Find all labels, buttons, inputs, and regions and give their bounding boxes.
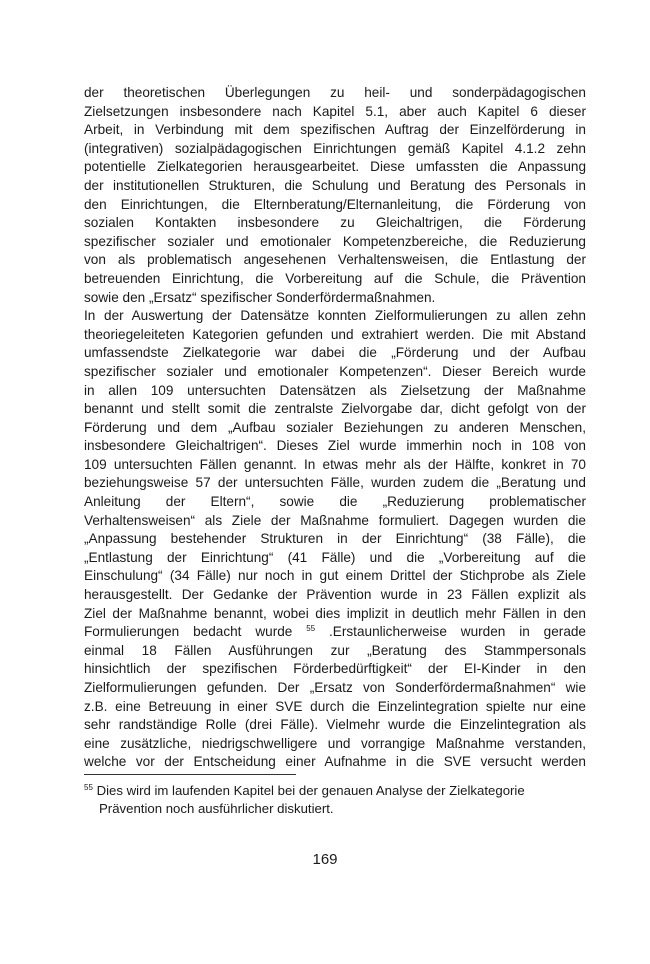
footnote [84, 782, 586, 818]
text-line [84, 623, 586, 642]
text-line: der theoretischen Überlegungen zu heil- und sonderpädagogischen [84, 85, 586, 100]
text-line: welche vor der Entscheidung einer Aufnahme in die SVE versucht werden [84, 754, 586, 770]
text-line: beziehungsweise 57 der untersuchten Fälle, wurden zudem die „Beratung und [84, 475, 586, 491]
text-line: 109 untersuchten Fällen genannt. In etwas mehr als der Hälfte, konkret in 70 [84, 456, 586, 472]
text-line: sozialen Kontakten insbesondere zu Gleichaltrigen, die Förderung [84, 215, 586, 231]
text-line: in allen 109 untersuchten Datensätzen als Zielsetzung der Maßnahme [84, 382, 586, 398]
text-line: umfassendste Zielkategorie war dabei die „Förderung und der Aufbau [84, 345, 586, 361]
text-line: einmal 18 Fällen Ausführungen zur „Beratung des Stammpersonals [84, 642, 586, 658]
text-line: Förderung und dem „Aufbau sozialer Beziehungen zu anderen Menschen, [84, 419, 586, 435]
text-line: Zielsetzungen insbesondere nach Kapitel 5.1, aber auch Kapitel 6 dieser [84, 103, 586, 119]
text-line: herausgestellt. Der Gedanke der Prävention wurde in 23 Fällen explizit als [84, 587, 586, 603]
text-line: spezifischer sozialer und emotionaler Kompetenzen“. Dieser Bereich wurde [84, 363, 586, 379]
text-line: Arbeit, in Verbindung mit dem spezifischen Auftrag der Einzelförderung in [84, 122, 586, 138]
text-line: hinsichtlich der spezifischen Förderbedürftigkeit“ der EI-Kinder in den [84, 661, 586, 677]
text-line: sehr randständige Rolle (drei Fälle). Vielmehr wurde die Einzelintegration als [84, 717, 586, 733]
text-line: sowie den „Ersatz“ spezifischer Sonderfördermaßnahmen. [84, 289, 436, 305]
text-line: benannt und stellt somit die zentralste Zielvorgabe dar, dicht gefolgt von der [84, 401, 586, 417]
page-number: 169 [312, 851, 338, 868]
footnote-separator [84, 774, 296, 775]
text-line: In der Auswertung der Datensätze konnten Zielformulierungen zu allen zehn [84, 308, 586, 324]
text-fragment: Formulierungen bedacht wurde [84, 624, 293, 640]
text-line: betreuenden Einrichtung, die Vorbereitung auf die Schule, die Prävention [84, 270, 586, 286]
text-line: Ziel der Maßnahme benannt, wobei dies implizit in deutlich mehr Fällen in den [84, 605, 586, 621]
text-line: Anleitung der Eltern“, sowie die „Reduzierung problematischer [84, 494, 586, 510]
footnote-number: 55 [84, 783, 93, 792]
footnote-reference[interactable]: 55 [306, 624, 316, 634]
text-line: von als problematisch angesehenen Verhaltensweisen, die Entlastung der [84, 252, 586, 268]
text-line: eine zusätzliche, niedrigschwelligere und vorrangige Maßnahme verstanden, [84, 735, 586, 751]
body-text [84, 84, 586, 772]
text-line: Einschulung“ (34 Fälle) nur noch in gut einem Drittel der Stichprobe als Ziele [84, 568, 586, 584]
text-line: theoriegeleiteten Kategorien gefunden und extrahiert werden. Die mit Abstand [84, 326, 586, 342]
text-line: „Anpassung bestehender Strukturen in der Einrichtung“ (38 Fälle), die [84, 531, 586, 547]
text-line: Zielformulierungen gefunden. Der „Ersatz von Sonderfördermaßnahmen“ wie [84, 680, 586, 695]
text-line: (integrativen) sozialpädagogischen Einrichtungen gemäß Kapitel 4.1.2 zehn [84, 140, 586, 156]
footnote-text: Dies wird im laufenden Kapitel bei der genauen Analyse der Zielkategorie [92, 783, 525, 798]
text-line: z.B. eine Betreuung in einer SVE durch die Einzelintegration spielte nur eine [84, 698, 586, 714]
footnote-line [84, 782, 586, 800]
text-line: der institutionellen Strukturen, die Schulung und Beratung des Personals in [84, 177, 586, 193]
text-line: „Entlastung der Einrichtung“ (41 Fälle) und die „Vorbereitung auf die [84, 549, 586, 565]
text-line: insbesondere Gleichaltrigen“. Dieses Ziel wurde immerhin noch in 108 von [84, 438, 586, 454]
text-fragment: .Erstaunlicherweise wurden in gerade [315, 624, 586, 640]
text-line: Verhaltensweisen“ als Ziele der Maßnahme formuliert. Dagegen wurden die [84, 512, 586, 528]
text-line: spezifischer sozialer und emotionaler Kompetenzbereiche, die Reduzierung [84, 233, 586, 249]
text-line: potentielle Zielkategorien herausgearbeitet. Diese umfassten die Anpassung [84, 159, 586, 175]
footnote-line: Prävention noch ausführlicher diskutiert. [99, 801, 334, 816]
text-line: den Einrichtungen, die Elternberatung/Elternanleitung, die Förderung von [84, 196, 586, 212]
